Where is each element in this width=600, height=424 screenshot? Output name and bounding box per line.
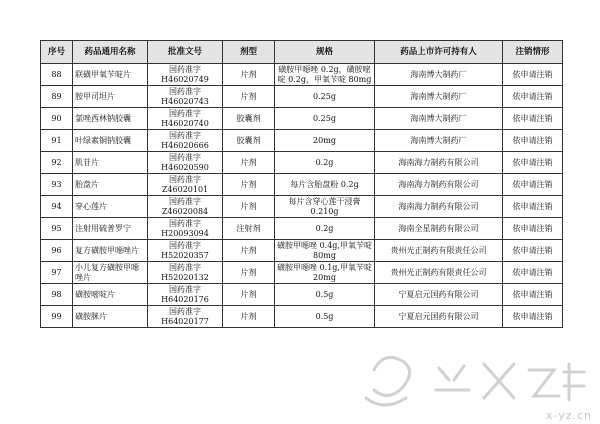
cell-cancellation: 依申请注销	[503, 218, 563, 240]
cell-approval-number	[148, 152, 223, 174]
cell-license-holder: 贵州光正制药有限责任公司	[375, 262, 503, 284]
approval-line: 国药准字	[169, 152, 201, 162]
cell-specification: 0.25g	[275, 108, 375, 130]
table-row	[41, 240, 563, 262]
approval-line: 国药准字	[169, 284, 201, 294]
table-row	[41, 86, 563, 108]
cell-dosage-form: 注射剂	[223, 218, 275, 240]
approval-line: 国药准字	[169, 108, 201, 118]
cell-approval-number	[148, 174, 223, 196]
approval-line: 国药准字	[169, 262, 201, 272]
cell-drug-name: 穿心莲片	[73, 196, 148, 218]
cell-drug-name: 胎盘片	[73, 174, 148, 196]
approval-line: H64020177	[161, 316, 209, 326]
cell-specification: 磺胺甲噁唑 0.4g,甲氧苄啶 80mg	[275, 240, 375, 262]
cell-drug-name: 磺胺嘧啶片	[73, 284, 148, 306]
cell-specification: 每片含胎盘粉 0.2g	[275, 174, 375, 196]
cell-no: 92	[41, 152, 73, 174]
watermark-url: x-yz.cn	[545, 409, 592, 422]
cell-no: 90	[41, 108, 73, 130]
cell-no: 95	[41, 218, 73, 240]
cell-specification: 每片含穿心莲干浸膏 0.210g	[275, 196, 375, 218]
approval-line: H64020176	[161, 294, 209, 304]
approval-line: H46020666	[161, 140, 209, 150]
cell-license-holder: 海南全星制药有限公司	[375, 218, 503, 240]
approval-line: H20093094	[161, 228, 209, 238]
table-row	[41, 64, 563, 86]
cell-license-holder: 海南博大制药厂	[375, 130, 503, 152]
cell-cancellation: 依申请注销	[503, 174, 563, 196]
cell-license-holder: 宁夏启元国药有限公司	[375, 284, 503, 306]
cell-license-holder: 海南博大制药厂	[375, 64, 503, 86]
cell-drug-name: 肌苷片	[73, 152, 148, 174]
cell-drug-name: 磺胺脒片	[73, 306, 148, 328]
cell-dosage-form: 片剂	[223, 196, 275, 218]
cell-specification: 0.2g	[275, 218, 375, 240]
cell-approval-number	[148, 218, 223, 240]
approval-line: H52020357	[161, 250, 209, 260]
cell-no: 97	[41, 262, 73, 284]
approval-line: Z46020084	[161, 206, 209, 216]
cell-drug-name: 复方磺胺甲噁唑片	[73, 240, 148, 262]
cell-cancellation: 依申请注销	[503, 152, 563, 174]
cell-drug-name: 小儿复方磺胺甲噁唑片	[73, 262, 148, 284]
approval-line: Z46020101	[161, 184, 209, 194]
cell-cancellation: 依申请注销	[503, 196, 563, 218]
table-row	[41, 130, 563, 152]
cell-dosage-form: 胶囊剂	[223, 130, 275, 152]
cell-license-holder: 海南海力制药有限公司	[375, 174, 503, 196]
approval-line: 国药准字	[169, 64, 201, 74]
header-license-holder: 药品上市许可持有人	[375, 41, 503, 64]
cell-approval-number	[148, 196, 223, 218]
cell-no: 96	[41, 240, 73, 262]
table-row	[41, 174, 563, 196]
drug-registration-table	[40, 40, 563, 328]
header-approval-number: 批准文号	[148, 41, 223, 64]
approval-line: 国药准字	[169, 130, 201, 140]
cell-approval-number	[148, 306, 223, 328]
table-row	[41, 262, 563, 284]
cell-dosage-form: 片剂	[223, 174, 275, 196]
cell-license-holder: 宁夏启元国药有限公司	[375, 306, 503, 328]
approval-line: H46020749	[161, 74, 209, 84]
cell-drug-name: 注射用硫普罗宁	[73, 218, 148, 240]
cell-dosage-form: 片剂	[223, 152, 275, 174]
cell-license-holder: 海南博大制药厂	[375, 108, 503, 130]
approval-line: 国药准字	[169, 196, 201, 206]
approval-line: H52020132	[161, 272, 209, 282]
watermark-logo-icon	[344, 340, 594, 420]
header-specification: 规格	[275, 41, 375, 64]
cell-dosage-form: 片剂	[223, 306, 275, 328]
table-row	[41, 306, 563, 328]
cell-approval-number	[148, 64, 223, 86]
header-dosage-form: 剂型	[223, 41, 275, 64]
approval-line: H46020590	[161, 162, 209, 172]
approval-line: 国药准字	[169, 240, 201, 250]
cell-approval-number	[148, 108, 223, 130]
cell-no: 88	[41, 64, 73, 86]
approval-line: H46020740	[161, 118, 209, 128]
cell-cancellation: 依申请注销	[503, 64, 563, 86]
cell-cancellation: 依申请注销	[503, 284, 563, 306]
cell-cancellation: 依申请注销	[503, 86, 563, 108]
cell-specification: 磺胺甲噁唑 0.2g，磺胺嘧啶 0.2g，甲氧苄啶 80mg	[275, 64, 375, 86]
cell-license-holder: 海南博大制药厂	[375, 86, 503, 108]
cell-dosage-form: 胶囊剂	[223, 108, 275, 130]
cell-specification: 20mg	[275, 130, 375, 152]
cell-cancellation: 依申请注销	[503, 240, 563, 262]
approval-line: 国药准字	[169, 174, 201, 184]
cell-approval-number	[148, 262, 223, 284]
table-header-row	[41, 41, 563, 64]
header-cancellation: 注销情形	[503, 41, 563, 64]
table-row	[41, 284, 563, 306]
cell-license-holder: 海南海力制药有限公司	[375, 152, 503, 174]
approval-line: 国药准字	[169, 306, 201, 316]
table-row	[41, 108, 563, 130]
table-row	[41, 152, 563, 174]
cell-no: 89	[41, 86, 73, 108]
cell-drug-name: 胺甲司坦片	[73, 86, 148, 108]
cell-no: 91	[41, 130, 73, 152]
cell-license-holder: 海南海力制药有限公司	[375, 196, 503, 218]
cell-approval-number	[148, 86, 223, 108]
cell-cancellation: 依申请注销	[503, 130, 563, 152]
cell-no: 94	[41, 196, 73, 218]
table-row	[41, 218, 563, 240]
cell-specification: 0.5g	[275, 306, 375, 328]
cell-cancellation: 依申请注销	[503, 108, 563, 130]
cell-dosage-form: 片剂	[223, 64, 275, 86]
cell-license-holder: 贵州光正制药有限责任公司	[375, 240, 503, 262]
cell-dosage-form: 片剂	[223, 284, 275, 306]
approval-line: H46020743	[161, 96, 209, 106]
cell-drug-name: 叶绿素铜钠胶囊	[73, 130, 148, 152]
cell-specification: 0.5g	[275, 284, 375, 306]
approval-line: 国药准字	[169, 86, 201, 96]
cell-drug-name: 联磺甲氧苄啶片	[73, 64, 148, 86]
cell-specification: 0.25g	[275, 86, 375, 108]
cell-dosage-form: 片剂	[223, 86, 275, 108]
table-row	[41, 196, 563, 218]
cell-approval-number	[148, 240, 223, 262]
cell-approval-number	[148, 284, 223, 306]
approval-line: 国药准字	[169, 218, 201, 228]
header-no: 序号	[41, 41, 73, 64]
cell-cancellation: 依申请注销	[503, 306, 563, 328]
cell-dosage-form: 片剂	[223, 240, 275, 262]
cell-specification: 磺胺甲噁唑 0.1g,甲氧苄啶 20mg	[275, 262, 375, 284]
cell-drug-name: 氯唑西林钠胶囊	[73, 108, 148, 130]
cell-cancellation: 依申请注销	[503, 262, 563, 284]
cell-dosage-form: 片剂	[223, 262, 275, 284]
header-drug-name: 药品通用名称	[73, 41, 148, 64]
cell-no: 93	[41, 174, 73, 196]
cell-no: 98	[41, 284, 73, 306]
cell-no: 99	[41, 306, 73, 328]
cell-specification: 0.2g	[275, 152, 375, 174]
cell-approval-number	[148, 130, 223, 152]
